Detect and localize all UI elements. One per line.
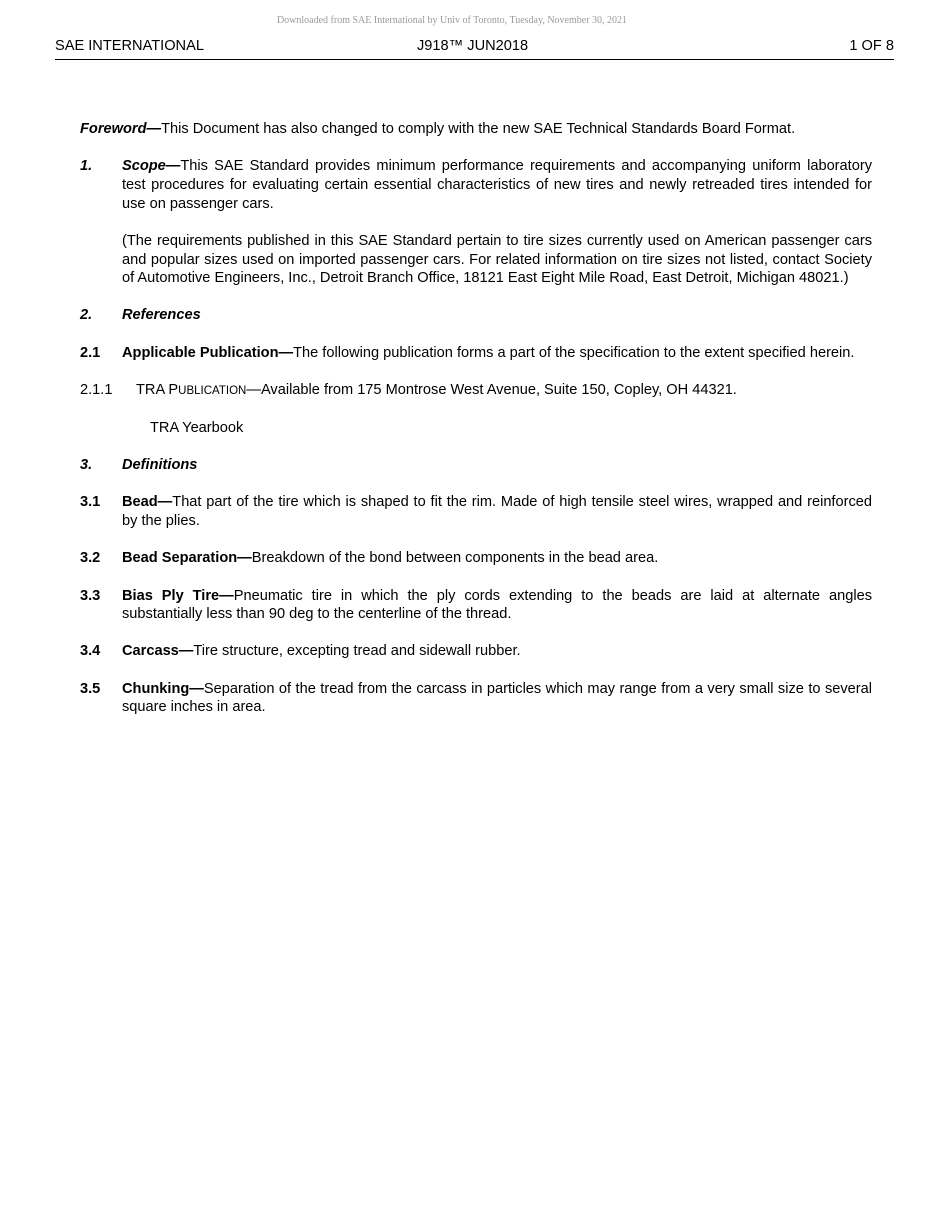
section-title: References bbox=[122, 307, 201, 324]
definition-term: Bead Separation— bbox=[122, 550, 252, 567]
definition-number: 3.4 bbox=[80, 643, 101, 660]
header-org: SAE INTERNATIONAL bbox=[55, 38, 204, 54]
document-body bbox=[80, 120, 872, 736]
subsection-applicable-publication bbox=[80, 344, 872, 363]
download-watermark: Downloaded from SAE International by Univ of Toronto, Tuesday, November 30, 2021 bbox=[276, 15, 628, 26]
definition-number: 3.5 bbox=[80, 680, 101, 697]
section-scope bbox=[80, 157, 872, 213]
section-definitions bbox=[80, 456, 872, 475]
tra-text: —Available from 175 Montrose West Avenue, Suite 150, Copley, OH 44321. bbox=[246, 381, 737, 398]
tra-label: TRA PUBLICATION bbox=[136, 381, 247, 398]
subsection-number: 2.1.1 bbox=[80, 381, 113, 398]
definition-term: Bias Ply Tire— bbox=[122, 587, 234, 604]
definition-item bbox=[80, 493, 872, 530]
definition-term: Carcass— bbox=[122, 643, 194, 660]
foreword bbox=[80, 120, 872, 139]
foreword-label: Foreword— bbox=[80, 121, 162, 137]
section-references bbox=[80, 306, 872, 325]
foreword-text: This Document has also changed to comply with the new SAE Technical Standards Board Format. bbox=[161, 121, 796, 137]
definition-item bbox=[80, 680, 872, 717]
definition-text: Pneumatic tire in which the ply cords extending to the beads are laid at alternate angles substantially less than 90 deg to the centerline of the thread. bbox=[122, 587, 872, 623]
scope-note bbox=[80, 232, 872, 288]
definition-item bbox=[80, 642, 872, 661]
definition-number: 3.3 bbox=[80, 587, 101, 604]
reference-item-text: TRA Yearbook bbox=[150, 420, 244, 437]
page-header bbox=[55, 38, 894, 60]
definition-text: Tire structure, excepting tread and sidewall rubber. bbox=[193, 643, 521, 660]
section-title: Definitions bbox=[122, 457, 198, 474]
definition-text: Separation of the tread from the carcass in particles which may range from a very small size to several square inches in area. bbox=[122, 680, 872, 716]
definition-text: Breakdown of the bond between components in the bead area. bbox=[251, 550, 659, 567]
definition-number: 3.2 bbox=[80, 550, 101, 567]
scope-note-text: (The requirements published in this SAE Standard pertain to tire sizes currently used on American passenger cars and popular sizes used on imported passenger cars. For related information on tire sizes not listed, contact Society of Automotive Engineers, Inc., Detroit Branch Office, 18121 East Eight Mile Road, East Detroit, Michigan 48021.) bbox=[122, 232, 872, 287]
header-doc-id: J918™ JUN2018 bbox=[417, 38, 529, 54]
scope-label: Scope— bbox=[122, 158, 181, 175]
definition-term: Chunking— bbox=[122, 680, 204, 697]
definition-text: That part of the tire which is shaped to fit the rim. Made of high tensile steel wires, wrapped and reinforced by the plies. bbox=[122, 494, 872, 530]
subsection-tra-publication bbox=[80, 381, 872, 401]
definition-number: 3.1 bbox=[80, 494, 101, 511]
section-number: 3. bbox=[80, 457, 93, 474]
definition-item bbox=[80, 549, 872, 568]
section-number: 2. bbox=[80, 307, 93, 324]
definition-term: Bead— bbox=[122, 494, 173, 511]
subsection-text: The following publication forms a part of the specification to the extent specified herein. bbox=[293, 344, 855, 361]
reference-item bbox=[80, 419, 872, 438]
header-page-number: 1 OF 8 bbox=[849, 38, 894, 54]
subsection-label: Applicable Publication— bbox=[122, 344, 294, 361]
scope-text: This SAE Standard provides minimum performance requirements and accompanying uniform laboratory test procedures for evaluating certain essential characteristics of new tires and newly retreaded tires intended for use on passenger cars. bbox=[122, 158, 872, 212]
section-number: 1. bbox=[80, 158, 93, 175]
definition-item bbox=[80, 587, 872, 624]
subsection-number: 2.1 bbox=[80, 344, 101, 361]
